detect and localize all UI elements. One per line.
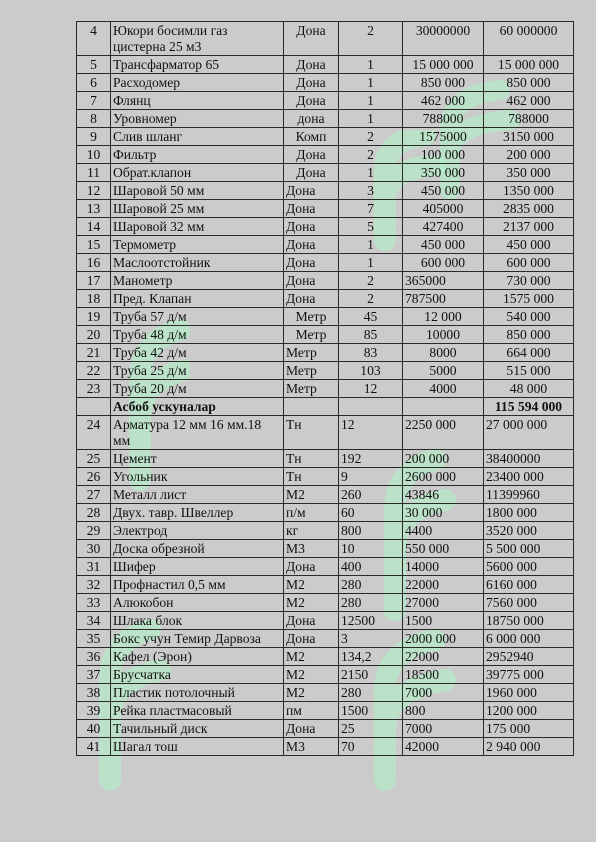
table-row: [77, 702, 574, 720]
table-row: [77, 594, 574, 612]
total-cell: 15 000 000: [484, 56, 574, 74]
unit-cell: Метр: [284, 344, 339, 362]
unit-cell: Метр: [284, 362, 339, 380]
unit-cell: Дона: [284, 218, 339, 236]
unit-price-cell: [403, 398, 484, 416]
unit-price-cell: 43846: [403, 486, 484, 504]
total-cell: 7560 000: [484, 594, 574, 612]
unit-price-cell: 12 000: [403, 308, 484, 326]
unit-price-cell: 788000: [403, 110, 484, 128]
section-subtotal-row: [77, 398, 574, 416]
quantity-cell: 2150: [339, 666, 403, 684]
total-cell: 175 000: [484, 720, 574, 738]
row-number-cell: 41: [77, 738, 111, 756]
table-row: [77, 540, 574, 558]
item-name-cell: Шаровой 50 мм: [111, 182, 284, 200]
item-name-cell: Трансфарматор 65: [111, 56, 284, 74]
item-name-cell: Угольник: [111, 468, 284, 486]
unit-cell: М2: [284, 684, 339, 702]
unit-cell: М3: [284, 540, 339, 558]
unit-price-cell: 365000: [403, 272, 484, 290]
row-number-cell: 39: [77, 702, 111, 720]
total-cell: 600 000: [484, 254, 574, 272]
unit-price-cell: 450 000: [403, 236, 484, 254]
unit-cell: Дона: [284, 612, 339, 630]
unit-price-cell: 10000: [403, 326, 484, 344]
unit-cell: Дона: [284, 558, 339, 576]
row-number-cell: 14: [77, 218, 111, 236]
total-cell: 850 000: [484, 326, 574, 344]
unit-price-cell: 15 000 000: [403, 56, 484, 74]
unit-price-cell: 4000: [403, 380, 484, 398]
item-name-cell: Термометр: [111, 236, 284, 254]
unit-cell: кг: [284, 522, 339, 540]
quantity-cell: 12: [339, 380, 403, 398]
total-cell: 27 000 000: [484, 416, 574, 450]
table-row: [77, 504, 574, 522]
unit-price-cell: 30 000: [403, 504, 484, 522]
unit-cell: Дона: [284, 56, 339, 74]
table-row: [77, 146, 574, 164]
unit-cell: М2: [284, 666, 339, 684]
unit-cell: Дона: [284, 146, 339, 164]
quantity-cell: 1: [339, 164, 403, 182]
table-row: [77, 576, 574, 594]
total-cell: 515 000: [484, 362, 574, 380]
table-row: [77, 486, 574, 504]
unit-cell: пм: [284, 702, 339, 720]
unit-cell: Дона: [284, 22, 339, 56]
table-row: [77, 558, 574, 576]
row-number-cell: 38: [77, 684, 111, 702]
table-row: [77, 164, 574, 182]
row-number-cell: 5: [77, 56, 111, 74]
quantity-cell: 1: [339, 254, 403, 272]
item-name-cell: Труба 25 д/м: [111, 362, 284, 380]
total-cell: 48 000: [484, 380, 574, 398]
row-number-cell: 20: [77, 326, 111, 344]
quantity-cell: 280: [339, 576, 403, 594]
unit-price-cell: 200 000: [403, 450, 484, 468]
item-name-cell: Труба 42 д/м: [111, 344, 284, 362]
item-name-cell: Рейка пластмасовый: [111, 702, 284, 720]
quantity-cell: 2: [339, 128, 403, 146]
row-number-cell: 28: [77, 504, 111, 522]
quantity-cell: 400: [339, 558, 403, 576]
quantity-cell: 1: [339, 236, 403, 254]
total-cell: 1200 000: [484, 702, 574, 720]
table-row: [77, 218, 574, 236]
quantity-cell: 1: [339, 56, 403, 74]
total-cell: 1800 000: [484, 504, 574, 522]
unit-price-cell: 462 000: [403, 92, 484, 110]
unit-cell: Дона: [284, 236, 339, 254]
row-number-cell: 40: [77, 720, 111, 738]
quantity-cell: 280: [339, 594, 403, 612]
quantity-cell: 3: [339, 630, 403, 648]
quantity-cell: 1: [339, 92, 403, 110]
unit-price-cell: 4400: [403, 522, 484, 540]
row-number-cell: 23: [77, 380, 111, 398]
unit-price-cell: 18500: [403, 666, 484, 684]
row-number-cell: 12: [77, 182, 111, 200]
unit-cell: п/м: [284, 504, 339, 522]
unit-cell: Дона: [284, 92, 339, 110]
row-number-cell: 6: [77, 74, 111, 92]
quantity-cell: 134,2: [339, 648, 403, 666]
item-name-cell: Электрод: [111, 522, 284, 540]
row-number-cell: 10: [77, 146, 111, 164]
quantity-cell: 3: [339, 182, 403, 200]
row-number-cell: 26: [77, 468, 111, 486]
total-cell: 350 000: [484, 164, 574, 182]
table-row: [77, 630, 574, 648]
total-cell: 2952940: [484, 648, 574, 666]
unit-cell: М2: [284, 576, 339, 594]
quantity-cell: 103: [339, 362, 403, 380]
total-cell: 115 594 000: [484, 398, 574, 416]
unit-cell: Комп: [284, 128, 339, 146]
quantity-cell: 1: [339, 74, 403, 92]
unit-price-cell: 2250 000: [403, 416, 484, 450]
table-row: [77, 128, 574, 146]
total-cell: 38400000: [484, 450, 574, 468]
table-row: [77, 254, 574, 272]
item-name-cell: Цемент: [111, 450, 284, 468]
quantity-cell: 260: [339, 486, 403, 504]
total-cell: 5 500 000: [484, 540, 574, 558]
item-name-cell: Труба 57 д/м: [111, 308, 284, 326]
item-name-cell: Шаровой 32 мм: [111, 218, 284, 236]
total-cell: 850 000: [484, 74, 574, 92]
item-name-cell: Юкори босимли газ цистерна 25 м3: [111, 22, 284, 56]
row-number-cell: 13: [77, 200, 111, 218]
quantity-cell: 45: [339, 308, 403, 326]
total-cell: 60 000000: [484, 22, 574, 56]
table-row: [77, 416, 574, 450]
row-number-cell: 31: [77, 558, 111, 576]
item-name-cell: Флянц: [111, 92, 284, 110]
total-cell: 18750 000: [484, 612, 574, 630]
item-name-cell: Пред. Клапан: [111, 290, 284, 308]
unit-price-cell: 7000: [403, 720, 484, 738]
unit-cell: Дона: [284, 630, 339, 648]
row-number-cell: 27: [77, 486, 111, 504]
total-cell: 462 000: [484, 92, 574, 110]
total-cell: 664 000: [484, 344, 574, 362]
table-row: [77, 236, 574, 254]
unit-cell: Тн: [284, 450, 339, 468]
items-table: [76, 21, 574, 756]
table-row: [77, 684, 574, 702]
unit-cell: Дона: [284, 200, 339, 218]
unit-cell: [284, 398, 339, 416]
unit-cell: Метр: [284, 326, 339, 344]
table-row: [77, 92, 574, 110]
item-name-cell: Металл лист: [111, 486, 284, 504]
total-cell: 6 000 000: [484, 630, 574, 648]
row-number-cell: 29: [77, 522, 111, 540]
unit-cell: Метр: [284, 308, 339, 326]
quantity-cell: 60: [339, 504, 403, 522]
unit-price-cell: 27000: [403, 594, 484, 612]
row-number-cell: 36: [77, 648, 111, 666]
table-row: [77, 380, 574, 398]
total-cell: 200 000: [484, 146, 574, 164]
table-row: [77, 272, 574, 290]
quantity-cell: 25: [339, 720, 403, 738]
item-name-cell: Обрат.клапон: [111, 164, 284, 182]
row-number-cell: 17: [77, 272, 111, 290]
quantity-cell: [339, 398, 403, 416]
unit-cell: Дона: [284, 720, 339, 738]
unit-price-cell: 850 000: [403, 74, 484, 92]
unit-price-cell: 8000: [403, 344, 484, 362]
row-number-cell: 4: [77, 22, 111, 56]
quantity-cell: 2: [339, 272, 403, 290]
item-name-cell: Уровномер: [111, 110, 284, 128]
unit-cell: Дона: [284, 290, 339, 308]
table-row: [77, 200, 574, 218]
table-row: [77, 290, 574, 308]
item-name-cell: Шифер: [111, 558, 284, 576]
row-number-cell: 7: [77, 92, 111, 110]
item-name-cell: Фильтр: [111, 146, 284, 164]
table-row: [77, 738, 574, 756]
unit-price-cell: 550 000: [403, 540, 484, 558]
quantity-cell: 85: [339, 326, 403, 344]
item-name-cell: Тачильный диск: [111, 720, 284, 738]
item-name-cell: Шлака блок: [111, 612, 284, 630]
row-number-cell: 19: [77, 308, 111, 326]
item-name-cell: Двух. тавр. Швеллер: [111, 504, 284, 522]
total-cell: 23400 000: [484, 468, 574, 486]
row-number-cell: 15: [77, 236, 111, 254]
unit-cell: Тн: [284, 468, 339, 486]
row-number-cell: 18: [77, 290, 111, 308]
total-cell: 3520 000: [484, 522, 574, 540]
table-row: [77, 344, 574, 362]
item-name-cell: Брусчатка: [111, 666, 284, 684]
unit-price-cell: 42000: [403, 738, 484, 756]
unit-price-cell: 405000: [403, 200, 484, 218]
table-row: [77, 666, 574, 684]
total-cell: 1575 000: [484, 290, 574, 308]
item-name-cell: Арматура 12 мм 16 мм.18 мм: [111, 416, 284, 450]
unit-price-cell: 450 000: [403, 182, 484, 200]
unit-cell: Дона: [284, 164, 339, 182]
unit-cell: Дона: [284, 272, 339, 290]
row-number-cell: 30: [77, 540, 111, 558]
item-name-cell: Кафел (Эрон): [111, 648, 284, 666]
row-number-cell: 11: [77, 164, 111, 182]
unit-cell: М3: [284, 738, 339, 756]
row-number-cell: 16: [77, 254, 111, 272]
table-row: [77, 648, 574, 666]
table-row: [77, 362, 574, 380]
total-cell: 2835 000: [484, 200, 574, 218]
total-cell: 39775 000: [484, 666, 574, 684]
unit-price-cell: 1575000: [403, 128, 484, 146]
item-name-cell: Расходомер: [111, 74, 284, 92]
table-row: [77, 110, 574, 128]
unit-cell: М2: [284, 486, 339, 504]
row-number-cell: 9: [77, 128, 111, 146]
unit-price-cell: 800: [403, 702, 484, 720]
quantity-cell: 2: [339, 290, 403, 308]
unit-price-cell: 350 000: [403, 164, 484, 182]
item-name-cell: Труба 48 д/м: [111, 326, 284, 344]
row-number-cell: 8: [77, 110, 111, 128]
unit-cell: Метр: [284, 380, 339, 398]
unit-price-cell: 22000: [403, 648, 484, 666]
total-cell: 5600 000: [484, 558, 574, 576]
quantity-cell: 12500: [339, 612, 403, 630]
total-cell: 788000: [484, 110, 574, 128]
table-row: [77, 308, 574, 326]
item-name-cell: Труба 20 д/м: [111, 380, 284, 398]
item-name-cell: Профнастил 0,5 мм: [111, 576, 284, 594]
item-name-cell: Асбоб ускуналар: [111, 398, 284, 416]
item-name-cell: Манометр: [111, 272, 284, 290]
item-name-cell: Шагал тош: [111, 738, 284, 756]
quantity-cell: 2: [339, 146, 403, 164]
item-name-cell: Бокс учун Темир Дарвоза: [111, 630, 284, 648]
unit-price-cell: 22000: [403, 576, 484, 594]
total-cell: 1960 000: [484, 684, 574, 702]
unit-price-cell: 5000: [403, 362, 484, 380]
unit-cell: М2: [284, 648, 339, 666]
unit-cell: М2: [284, 594, 339, 612]
unit-price-cell: 30000000: [403, 22, 484, 56]
row-number-cell: 33: [77, 594, 111, 612]
row-number-cell: 22: [77, 362, 111, 380]
total-cell: 540 000: [484, 308, 574, 326]
unit-cell: Дона: [284, 254, 339, 272]
row-number-cell: 35: [77, 630, 111, 648]
unit-price-cell: 1500: [403, 612, 484, 630]
quantity-cell: 2: [339, 22, 403, 56]
item-name-cell: Алюкобон: [111, 594, 284, 612]
row-number-cell: [77, 398, 111, 416]
item-name-cell: Слив шланг: [111, 128, 284, 146]
item-name-cell: Маслоотстойник: [111, 254, 284, 272]
table-row: [77, 56, 574, 74]
item-name-cell: Доска обрезной: [111, 540, 284, 558]
unit-cell: Тн: [284, 416, 339, 450]
total-cell: 730 000: [484, 272, 574, 290]
table-row: [77, 522, 574, 540]
quantity-cell: 12: [339, 416, 403, 450]
unit-price-cell: 600 000: [403, 254, 484, 272]
quantity-cell: 192: [339, 450, 403, 468]
total-cell: 11399960: [484, 486, 574, 504]
quantity-cell: 9: [339, 468, 403, 486]
unit-price-cell: 787500: [403, 290, 484, 308]
quantity-cell: 800: [339, 522, 403, 540]
row-number-cell: 37: [77, 666, 111, 684]
table-row: [77, 74, 574, 92]
table-row: [77, 612, 574, 630]
unit-price-cell: 427400: [403, 218, 484, 236]
unit-cell: Дона: [284, 74, 339, 92]
row-number-cell: 32: [77, 576, 111, 594]
unit-cell: дона: [284, 110, 339, 128]
table-row: [77, 326, 574, 344]
quantity-cell: 7: [339, 200, 403, 218]
table-row: [77, 468, 574, 486]
total-cell: 1350 000: [484, 182, 574, 200]
total-cell: 2 940 000: [484, 738, 574, 756]
total-cell: 450 000: [484, 236, 574, 254]
item-name-cell: Шаровой 25 мм: [111, 200, 284, 218]
table-row: [77, 720, 574, 738]
quantity-cell: 1: [339, 110, 403, 128]
unit-cell: Дона: [284, 182, 339, 200]
row-number-cell: 24: [77, 416, 111, 450]
quantity-cell: 10: [339, 540, 403, 558]
item-name-cell: Пластик потолочный: [111, 684, 284, 702]
unit-price-cell: 100 000: [403, 146, 484, 164]
total-cell: 6160 000: [484, 576, 574, 594]
unit-price-cell: 7000: [403, 684, 484, 702]
table-row: [77, 450, 574, 468]
quantity-cell: 83: [339, 344, 403, 362]
row-number-cell: 34: [77, 612, 111, 630]
row-number-cell: 25: [77, 450, 111, 468]
total-cell: 2137 000: [484, 218, 574, 236]
unit-price-cell: 14000: [403, 558, 484, 576]
table-row: [77, 22, 574, 56]
quantity-cell: 1500: [339, 702, 403, 720]
unit-price-cell: 2600 000: [403, 468, 484, 486]
unit-price-cell: 2000 000: [403, 630, 484, 648]
quantity-cell: 280: [339, 684, 403, 702]
row-number-cell: 21: [77, 344, 111, 362]
quantity-cell: 5: [339, 218, 403, 236]
table-row: [77, 182, 574, 200]
quantity-cell: 70: [339, 738, 403, 756]
total-cell: 3150 000: [484, 128, 574, 146]
